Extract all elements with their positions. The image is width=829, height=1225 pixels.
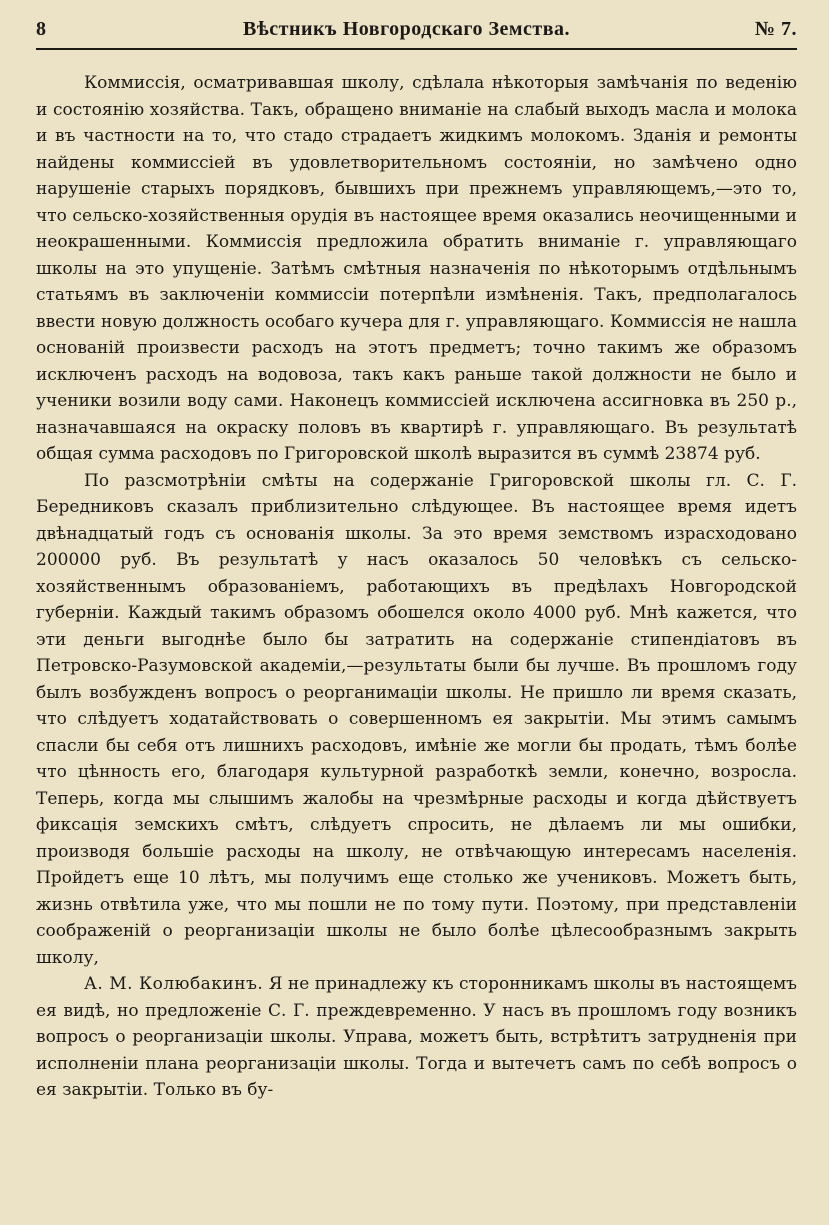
page-number: 8	[36, 18, 47, 40]
running-head	[36, 14, 797, 44]
journal-title: Вѣстникъ Новгородскаго Земства.	[242, 18, 571, 40]
paragraph-text: Я не принадлежу къ сторонникамъ школы въ настоящемъ ея видѣ, но предложеніе С. Г. преждевременно. У насъ въ прошломъ году возникъ вопросъ о реорганизаціи школы. Управа, можетъ быть, встрѣтитъ затрудненія при исполненіи плана реорганизаціи школы. Тогда и вытечетъ самъ по себѣ вопросъ о ея закрытіи. Только въ бу-	[36, 974, 798, 1100]
paragraph-text: Коммиссія, осматривавшая школу, сдѣлала нѣкоторыя замѣчанія по веденію и состоянію хозяйства. Такъ, обращено вниманіе на слабый выходъ масла и молока и въ частности на то, что стадо страдаетъ жидкимъ молокомъ. Зданія и ремонты найдены коммиссіей въ удовлетворительномъ состояніи, но замѣчено одно нарушеніе старыхъ порядковъ, бывшихъ при прежнемъ управляющемъ,—это то, что сельско-хозяйственныя орудія въ настоящее время оказались неочищенными и неокрашенными. Коммиссія предложила обратить вниманіе г. управляющаго школы на это упущеніе. Затѣмъ смѣтныя назначенія по нѣкоторымъ отдѣльнымъ статьямъ въ заключеніи коммиссіи потерпѣли измѣненія. Такъ, предполагалось ввести новую должность особаго кучера для г. управляющаго. Коммиссія не нашла основаній произвести расходъ на этотъ предметъ; точно такимъ же образомъ исключенъ расходъ на водовоза, такъ какъ раньше такой должности не было и ученики возили воду сами. Наконецъ коммиссіей исключена ассигновка въ 250 р., назначавшаяся на окраску половъ въ квартирѣ г. управляющаго. Въ результатѣ общая сумма расходовъ по Григоровской школѣ выразится въ суммѣ 23874 руб.	[36, 73, 797, 464]
issue-number: № 7.	[754, 18, 797, 40]
paragraph-commission-report	[36, 70, 797, 468]
paragraph-text: По разсмотрѣніи смѣты на содержаніе Григоровской школы гл. С. Г. Бередниковъ сказалъ приблизительно слѣдующее. Въ настоящее время идетъ двѣнадцатый годъ съ основанія школы. За это время земствомъ израсходовано 200000 руб. Въ результатѣ у насъ оказалось 50 человѣкъ съ сельско-хозяйственнымъ образованіемъ, работающихъ въ предѣлахъ Новгородской губерніи. Каждый такимъ образомъ обошелся около 4000 руб. Мнѣ кажется, что эти деньги выгоднѣе было бы затратить на содержаніе стипендіатовъ въ Петровско-Разумовской академіи,—результаты были бы лучше. Въ прошломъ году былъ возбужденъ вопросъ о реорганимаціи школы. Не пришло ли время сказать, что слѣдуетъ ходатайствовать о совершенномъ ея закрытіи. Мы этимъ самымъ спасли бы себя отъ лишнихъ расходовъ, имѣніе же могли бы продать, тѣмъ болѣе что цѣнность его, благодаря культурной разработкѣ земли, конечно, возросла. Теперь, когда мы слышимъ жалобы на чрезмѣрные расходы и когда дѣйствуетъ фиксація земскихъ смѣтъ, слѣдуетъ спросить, не дѣлаемъ ли мы ошибки, производя большіе расходы на школу, не отвѣчающую интересамъ населенія. Пройдетъ еще 10 лѣтъ, мы получимъ еще столько же учениковъ. Можетъ быть, жизнь отвѣтила уже, что мы пошли не по тому пути. Поэтому, при представленіи соображеній о реорганизаціи школы не было болѣе цѣлесообразнымъ закрыть школу,	[36, 470, 797, 968]
speaker-name: А. М. Колюбакинъ.	[84, 974, 264, 994]
article-body	[36, 70, 797, 1104]
header-rule	[36, 48, 797, 50]
paragraph-kolyubakin-speech	[36, 971, 797, 1104]
paragraph-berednikov-speech	[36, 468, 797, 972]
